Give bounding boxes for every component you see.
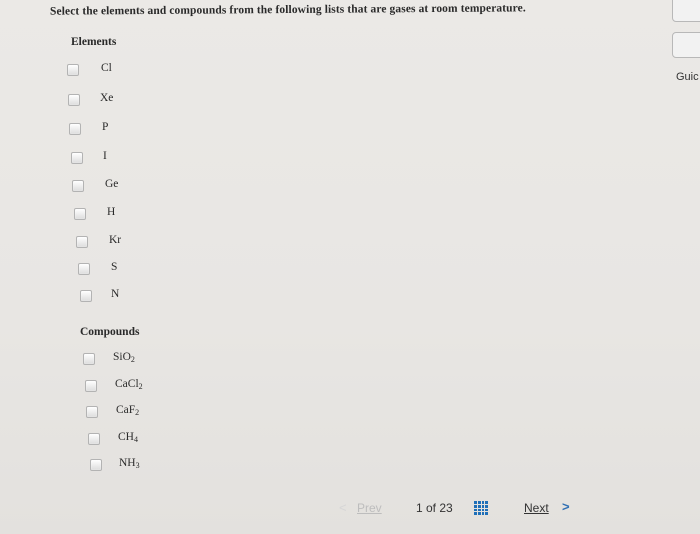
- option-label: Cl: [101, 62, 112, 74]
- formula-subscript: 2: [135, 408, 140, 417]
- side-button-guide[interactable]: [672, 32, 700, 58]
- formula-base: CaCl: [115, 378, 139, 390]
- chevron-right-icon[interactable]: >: [562, 499, 570, 514]
- question-text: Select the elements and compounds from the following lists that are gases at room temperature.: [49, 2, 526, 18]
- formula-subscript: 2: [138, 382, 143, 391]
- checkbox[interactable]: [71, 152, 83, 164]
- option-label: Xe: [100, 92, 114, 104]
- option-label: Kr: [109, 234, 122, 246]
- option-label: [119, 457, 140, 470]
- checkbox[interactable]: [86, 406, 98, 418]
- option-label: Ge: [105, 178, 119, 190]
- checkbox[interactable]: [74, 208, 86, 220]
- checkbox[interactable]: [69, 123, 81, 135]
- checkbox[interactable]: [72, 180, 84, 192]
- option-label: [116, 404, 139, 417]
- elements-heading: Elements: [71, 36, 117, 48]
- option-label: [118, 431, 138, 444]
- side-button-top[interactable]: [672, 0, 700, 22]
- option-label: [113, 351, 135, 364]
- checkbox[interactable]: [67, 64, 79, 76]
- formula-subscript: 2: [130, 355, 135, 364]
- checkbox[interactable]: [90, 459, 102, 471]
- formula-base: SiO: [113, 351, 131, 363]
- grid-icon[interactable]: [474, 501, 488, 515]
- option-label: [115, 378, 143, 391]
- formula-base: CaF: [116, 404, 136, 416]
- checkbox[interactable]: [85, 380, 97, 392]
- chevron-left-icon[interactable]: <: [339, 500, 347, 515]
- option-label: H: [107, 206, 116, 218]
- next-button[interactable]: Next: [524, 501, 549, 515]
- compounds-heading: Compounds: [80, 326, 140, 338]
- option-label: P: [102, 121, 109, 133]
- checkbox[interactable]: [68, 94, 80, 106]
- checkbox[interactable]: [80, 290, 92, 302]
- option-label: N: [111, 288, 120, 300]
- formula-base: NH: [119, 457, 136, 469]
- checkbox[interactable]: [88, 433, 100, 445]
- checkbox[interactable]: [76, 236, 88, 248]
- checkbox[interactable]: [83, 353, 95, 365]
- option-label: I: [103, 150, 107, 162]
- option-label: S: [111, 261, 118, 273]
- page-indicator: 1 of 23: [416, 501, 453, 515]
- formula-subscript: 4: [133, 435, 138, 444]
- formula-subscript: 3: [135, 461, 140, 470]
- prev-button[interactable]: Prev: [357, 501, 382, 515]
- guide-label[interactable]: Guic: [676, 71, 699, 83]
- checkbox[interactable]: [78, 263, 90, 275]
- formula-base: CH: [118, 431, 134, 443]
